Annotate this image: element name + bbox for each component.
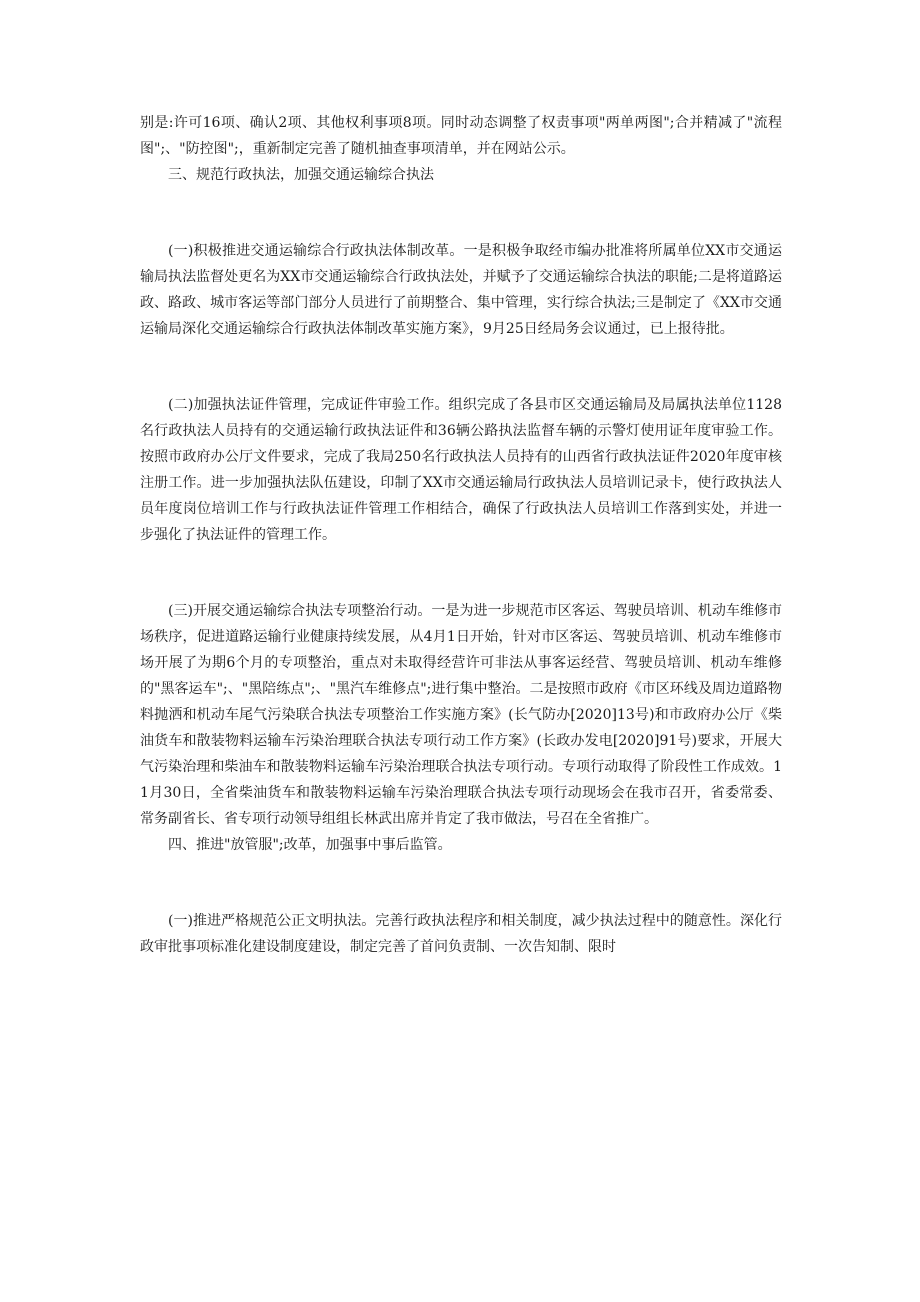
section-heading-administrative-law-enforcement: 三、规范行政执法，加强交通运输综合执法 <box>168 167 434 183</box>
paragraph-permission-items: 别是:许可16项、确认2项、其他权利事项8项。同时动态调整了权责事项"两单两图";合并精减了"流程图";、"防控图";，重新制定完善了随机抽查事项清单，并在网站公示。 <box>140 115 782 157</box>
paragraph-standardized-enforcement: (一)推进严格规范公正文明执法。完善行政执法程序和相关制度，减少执法过程中的随意性。深化行政审批事项标准化建设制度建设，制定完善了首问负责制、一次告知制、限时 <box>140 913 782 955</box>
paragraph-special-rectification: (三)开展交通运输综合执法专项整治行动。一是为进一步规范市区客运、驾驶员培训、机动车维修市场秩序，促进道路运输行业健康持续发展，从4月1日开始，针对市区客运、驾驶员培训、机动车维修市场开展了为期6个月的专项整治，重点对未取得经营许可非法从事客运经营、驾驶员培训、机动车维修的"黑客运车";、"黑陪练点";、"黑汽车维修点";进行集中整治。二是按照市政府《市区环线及周边道路物料抛洒和机动车尾气污染联合执法专项整治工作实施方案》(长气防办[2020]13号)和市政府办公厅《柴油货车和散装物料运输车污染治理联合执法专项行动工作方案》(长政办发电[2020]91号)要求，开展大气污染治理和柴油车和散装物料运输车污染治理联合执法专项行动。专项行动取得了阶段性工作成效。11月30日，全省柴油货车和散装物料运输车污染治理联合执法专项行动现场会在我市召开，省委常委、常务副省长、省专项行动领导组组长林武出席并肯定了我市做法，号召在全省推广。 <box>140 603 782 827</box>
section-heading-fangguanfu-reform: 四、推进"放管服";改革，加强事中事后监管。 <box>168 837 452 853</box>
paragraph-certificate-management: (二)加强执法证件管理，完成证件审验工作。组织完成了各县市区交通运输局及局属执法单位1128名行政执法人员持有的交通运输行政执法证件和36辆公路执法监督车辆的示警灯使用证年度审验工作。按照市政府办公厅文件要求，完成了我局250名行政执法人员持有的山西省行政执法证件2020年度审核注册工作。进一步加强执法队伍建设，印制了XX市交通运输局行政执法人员培训记录卡，使行政执法人员年度岗位培训工作与行政执法证件管理工作相结合，确保了行政执法人员培训工作落到实处，并进一步强化了执法证件的管理工作。 <box>140 397 782 543</box>
document-page <box>140 110 782 960</box>
paragraph-enforcement-reform: (一)积极推进交通运输综合行政执法体制改革。一是积极争取经市编办批准将所属单位XX市交通运输局执法监督处更名为XX市交通运输综合行政执法处，并赋予了交通运输综合执法的职能;二是将道路运政、路政、城市客运等部门部分人员进行了前期整合、集中管理，实行综合执法;三是制定了《XX市交通运输局深化交通运输综合行政执法体制改革实施方案》，9月25日经局务会议通过，已上报待批。 <box>140 243 782 337</box>
